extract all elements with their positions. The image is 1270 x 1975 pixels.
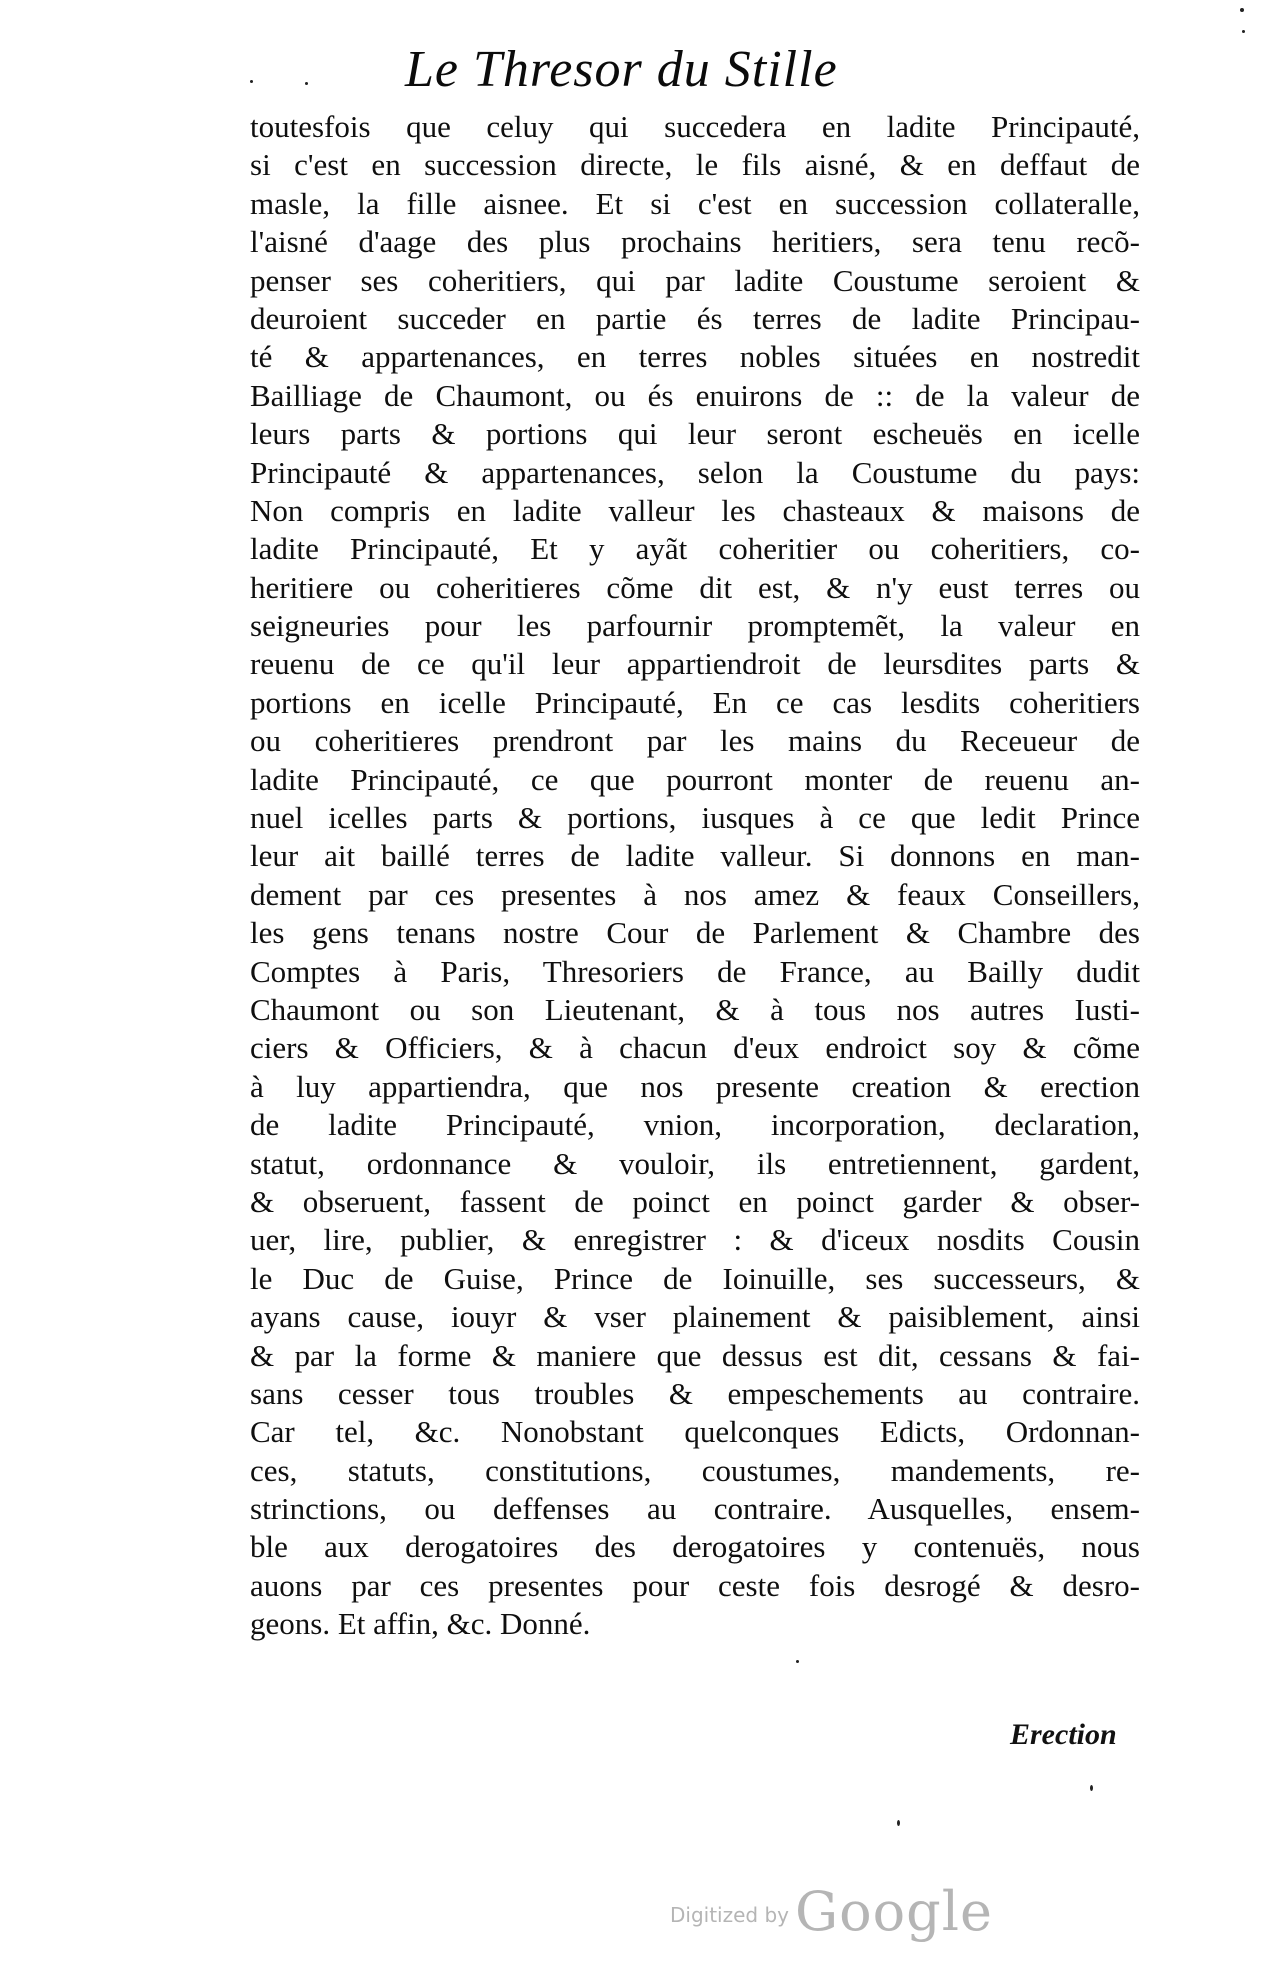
text-line: penser ses coheritiers, qui par ladite Coustume seroient & [250, 262, 1140, 298]
digitization-watermark [670, 1880, 993, 1943]
ink-speck [250, 80, 253, 83]
text-line: reuenu de ce qu'il leur appartiendroit de leursdites parts & [250, 646, 1140, 682]
text-line: le Duc de Guise, Prince de Ioinuille, ses successeurs, & [250, 1260, 1140, 1296]
text-line: leur ait baillé terres de ladite valleur. Si donnons en man- [250, 838, 1140, 874]
text-line: & obseruent, fassent de poinct en poinct garder & obser- [250, 1183, 1140, 1219]
catchword: Erection [1010, 1718, 1117, 1751]
text-line: ayans cause, iouyr & vser plainement & paisiblement, ainsi [250, 1299, 1140, 1335]
text-line: dement par ces presentes à nos amez & feaux Conseillers, [250, 876, 1140, 912]
text-line: ces, statuts, constitutions, coustumes, mandements, re- [250, 1452, 1140, 1488]
text-line: l'aisné d'aage des plus prochains heritiers, sera tenu recõ- [250, 224, 1140, 260]
body-text [250, 108, 1140, 1644]
ink-speck [1242, 30, 1245, 33]
ink-speck [1240, 8, 1244, 12]
text-line: portions en icelle Principauté, En ce cas lesdits coheritiers [250, 684, 1140, 720]
text-line: sans cesser tous troubles & empeschements au contraire. [250, 1375, 1140, 1411]
text-line: & par la forme & maniere que dessus est dit, cessans & fai- [250, 1337, 1140, 1373]
text-line: ladite Principauté, ce que pourront monter de reuenu an- [250, 761, 1140, 797]
text-line: ou coheritieres prendront par les mains du Receueur de [250, 723, 1140, 759]
text-line: uer, lire, publier, & enregistrer : & d'iceux nosdits Cousin [250, 1222, 1140, 1258]
ink-speck [897, 1820, 900, 1826]
ink-speck [796, 1660, 799, 1663]
text-line: Chaumont ou son Lieutenant, & à tous nos autres Iusti- [250, 991, 1140, 1027]
text-line: geons. Et affin, &c. Donné. [250, 1606, 591, 1642]
text-line: à luy appartiendra, que nos presente creation & erection [250, 1068, 1140, 1104]
ink-speck [1090, 1785, 1093, 1791]
text-line: Car tel, &c. Nonobstant quelconques Edicts, Ordonnan- [250, 1414, 1140, 1450]
text-line: deuroient succeder en partie és terres de ladite Principau- [250, 300, 1140, 336]
ink-speck [305, 82, 308, 85]
text-line: auons par ces presentes pour ceste fois desrogé & desro- [250, 1567, 1140, 1603]
text-line: nuel icelles parts & portions, iusques à ce que ledit Prince [250, 800, 1140, 836]
watermark-prefix: Digitized by [670, 1903, 789, 1927]
text-line: Non compris en ladite valleur les chasteaux & maisons de [250, 492, 1140, 528]
text-line: Bailliage de Chaumont, ou és enuirons de :: de la valeur de [250, 377, 1140, 413]
google-logo: Google [795, 1880, 993, 1943]
text-line: té & appartenances, en terres nobles situées en nostredit [250, 339, 1140, 375]
text-line: statut, ordonnance & vouloir, ils entretiennent, gardent, [250, 1145, 1140, 1181]
text-line: ble aux derogatoires des derogatoires y contenuës, nous [250, 1529, 1140, 1565]
text-line: Comptes à Paris, Thresoriers de France, au Bailly dudit [250, 953, 1140, 989]
text-line: toutesfois que celuy qui succedera en ladite Principauté, [250, 109, 1140, 144]
text-line: heritiere ou coheritieres cõme dit est, & n'y eust terres ou [250, 569, 1140, 605]
text-line: strinctions, ou deffenses au contraire. Ausquelles, ensem- [250, 1491, 1140, 1527]
text-line: de ladite Principauté, vnion, incorporation, declaration, [250, 1107, 1140, 1143]
text-line: les gens tenans nostre Cour de Parlement & Chambre des [250, 915, 1140, 951]
text-line: leurs parts & portions qui leur seront escheuës en icelle [250, 416, 1140, 452]
text-line: seigneuries pour les parfournir promptemẽt, la valeur en [250, 608, 1140, 644]
running-title: Le Thresor du Stille [405, 41, 838, 98]
text-line: ladite Principauté, Et y ayãt coheritier ou coheritiers, co- [250, 531, 1140, 567]
text-line: masle, la fille aisnee. Et si c'est en succession collateralle, [250, 185, 1140, 221]
text-line: si c'est en succession directe, le fils aisné, & en deffaut de [250, 147, 1140, 183]
text-line: ciers & Officiers, & à chacun d'eux endroict soy & cõme [250, 1030, 1140, 1066]
text-line: Principauté & appartenances, selon la Coustume du pays: [250, 454, 1140, 490]
